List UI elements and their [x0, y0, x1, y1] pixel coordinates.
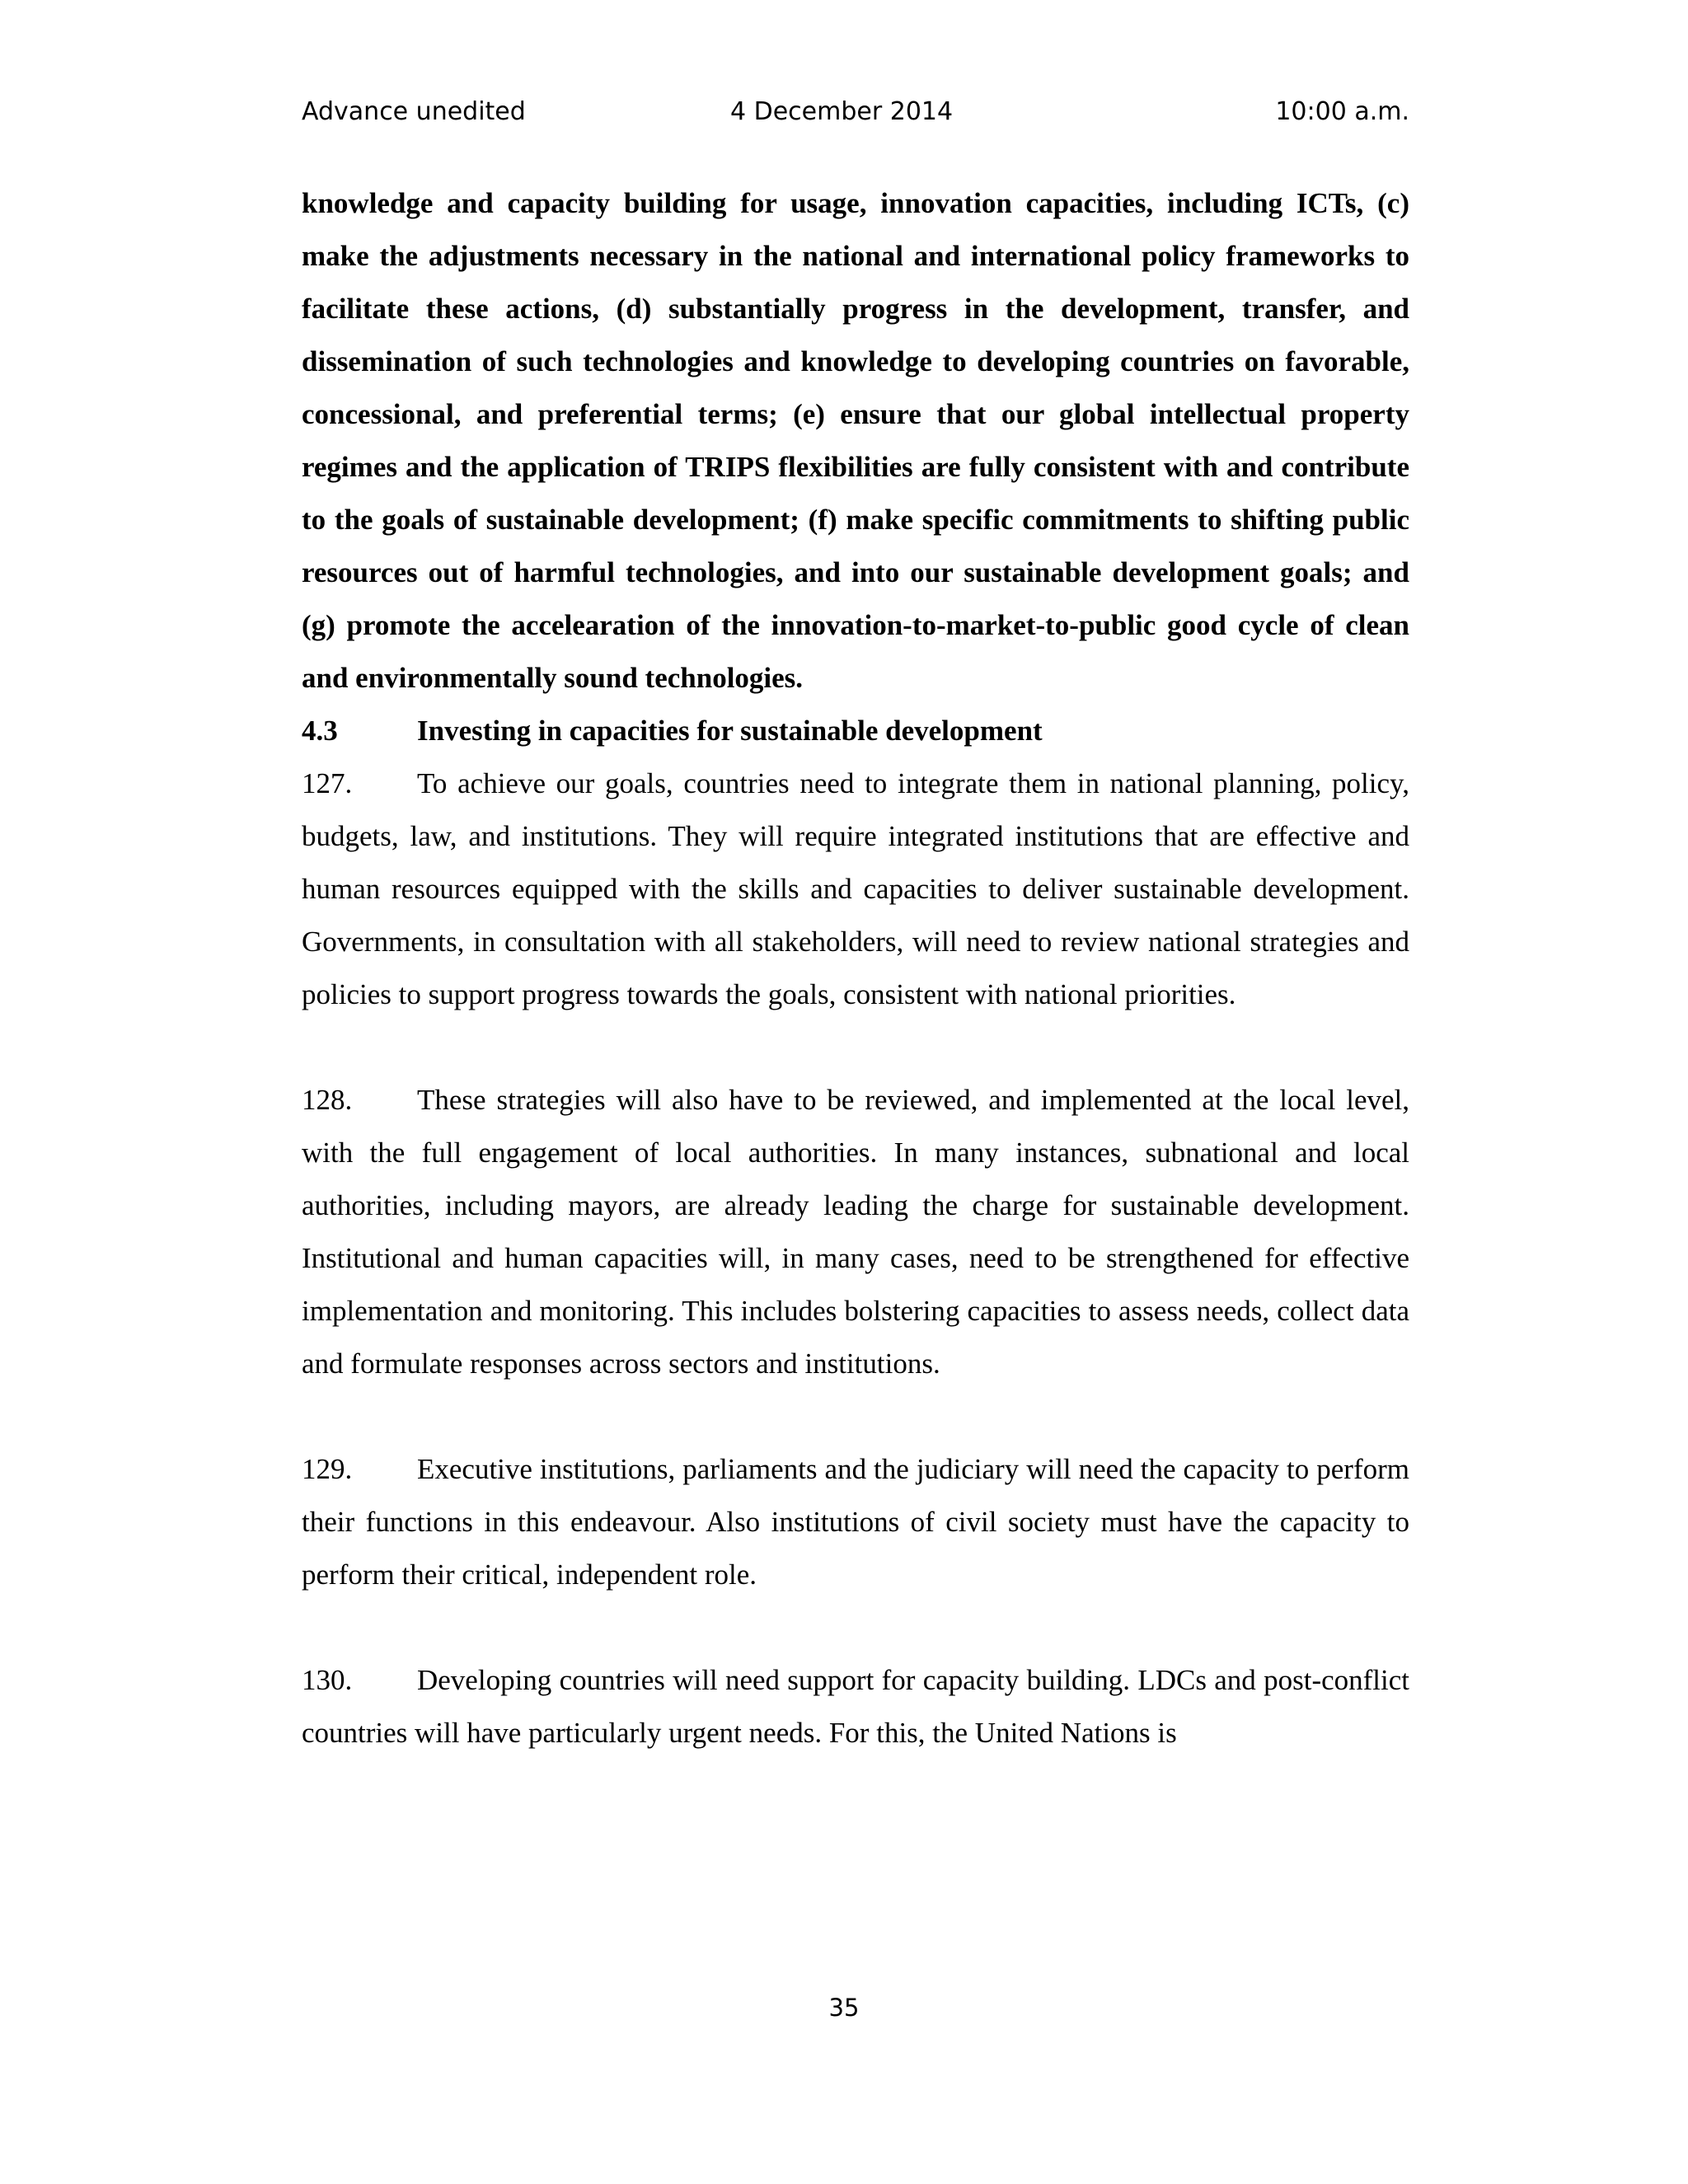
paragraph-130 [302, 1654, 1409, 1760]
page-footer [0, 1988, 1688, 2027]
section-title: Investing in capacities for sustainable development [417, 715, 1043, 747]
paragraph-text: Developing countries will need support for capacity building. LDCs and post-conflict countries will have particularly urgent needs. For this, the United Nations is [302, 1664, 1409, 1749]
paragraph-number: 128. [302, 1084, 353, 1116]
header-status: Advance unedited [302, 97, 526, 126]
paragraph-number: 130. [302, 1664, 353, 1696]
page-number: 35 [828, 1994, 860, 2022]
section-heading [302, 705, 1409, 757]
section-number: 4.3 [302, 715, 338, 747]
paragraph-127 [302, 757, 1409, 1021]
paragraph-129 [302, 1443, 1409, 1601]
paragraph-number: 129. [302, 1453, 353, 1485]
paragraph-number: 127. [302, 767, 353, 799]
paragraph-text: Executive institutions, parliaments and the judiciary will need the capacity to perform their functions in this endeavour. Also institutions of civil society must have the capacity to perform their critical, independent role. [302, 1453, 1409, 1591]
header-date: 4 December 2014 [730, 97, 954, 126]
paragraph-128 [302, 1074, 1409, 1390]
intro-paragraph: knowledge and capacity building for usage, innovation capacities, including ICTs, (c) make the adjustments necessary in the national and international policy frameworks to facilitate these actions, (d) substantially progress in the development, transfer, and dissemination of such technologies and knowledge to developing countries on favorable, concessional, and preferential terms; (e) ensure that our global intellectual property regimes and the application of TRIPS flexibilities are fully consistent with and contribute to the goals of sustainable development; (f) make specific commitments to shifting public resources out of harmful technologies, and into our sustainable development goals; and (g) promote the accelearation of the innovation-to-market-to-public good cycle of clean and environmentally sound technologies. [302, 187, 1409, 694]
paragraph-text: To achieve our goals, countries need to integrate them in national planning, policy, budgets, law, and institutions. They will require integrated institutions that are effective and human resources equipped with the skills and capacities to deliver sustainable development. Governments, in consultation with all stakeholders, will need to review national strategies and policies to support progress towards the goals, consistent with national priorities. [302, 767, 1409, 1010]
page-header [302, 92, 1409, 132]
header-time: 10:00 a.m. [1275, 97, 1409, 126]
document-body [302, 177, 1409, 1760]
paragraph-text: These strategies will also have to be reviewed, and implemented at the local level, with the full engagement of local authorities. In many instances, subnational and local authorities, including mayors, are already leading the charge for sustainable development. Institutional and human capacities will, in many cases, need to be strengthened for effective implementation and monitoring. This includes bolstering capacities to assess needs, collect data and formulate responses across sectors and institutions. [302, 1084, 1409, 1380]
